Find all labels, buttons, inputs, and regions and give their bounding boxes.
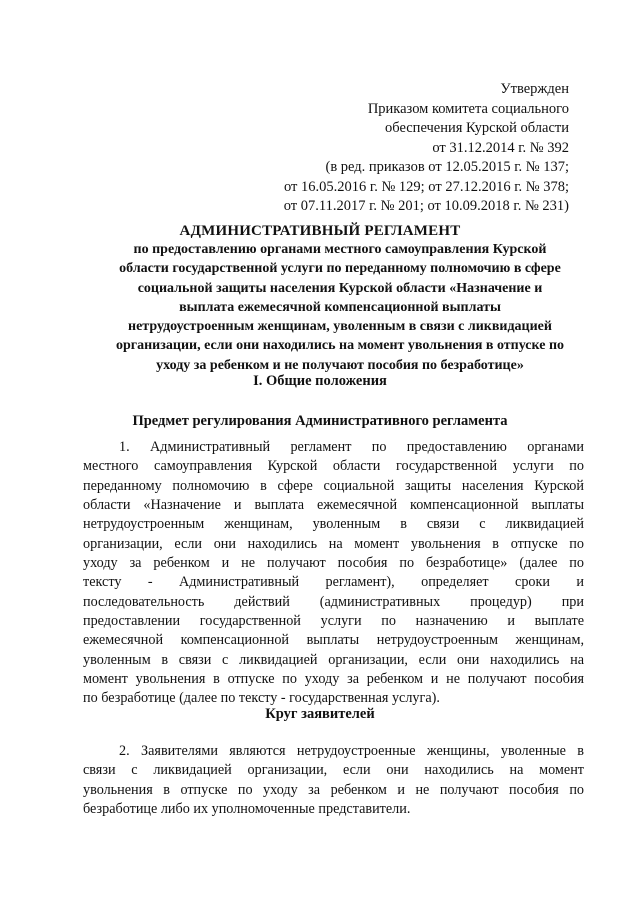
- subtitle-line: нетрудоустроенным женщинам, уволенным в связи с ликвидацией: [128, 319, 552, 335]
- applicants-heading: Круг заявителей: [265, 706, 375, 722]
- paragraph-line: связи с ликвидацией организации, если они находились на момент: [83, 762, 584, 779]
- paragraph-line: переданному полномочию в сфере социальной защиты населения Курской: [83, 477, 584, 494]
- paragraph-line: безработице либо их уполномоченные представители.: [83, 801, 411, 818]
- paragraph-line: предоставлении государственной услуги по назначению и выплате: [83, 613, 584, 630]
- subtitle-line: организации, если они находились на момент увольнения в отпуске по: [115, 338, 565, 354]
- paragraph-1: [83, 438, 584, 709]
- paragraph-line: по безработице (далее по тексту - государственная услуга).: [83, 690, 440, 707]
- paragraph-line: области «Назначение и выплата ежемесячной компенсационной выплаты: [83, 497, 584, 514]
- approval-stamp: [284, 80, 569, 217]
- paragraph-line: последовательность действий (административных процедур) при: [83, 593, 584, 610]
- paragraph-2: [83, 742, 584, 819]
- subtitle-line: области государственной услуги по переданному полномочию в сфере: [119, 261, 561, 277]
- paragraph-line: 1. Административный регламент по предоставлению органами: [119, 439, 584, 455]
- subtitle-line: социальной защиты населения Курской области «Назначение и: [137, 280, 543, 296]
- approval-line: (в ред. приказов от 12.05.2015 г. № 137;: [325, 159, 569, 175]
- approval-line: Утвержден: [500, 81, 569, 97]
- paragraph-line: местного самоуправления Курской области государственной услуги по: [83, 458, 584, 475]
- subtitle-line: уходу за ребенком и не получают пособия по безработице»: [156, 357, 524, 373]
- paragraph-line: организации, если они находились на момент увольнения в отпуске по: [83, 535, 584, 552]
- section-heading: I. Общие положения: [253, 373, 387, 389]
- paragraph-line: тексту - Административный регламент), определяет сроки и: [83, 574, 584, 591]
- subject-heading: Предмет регулирования Административного регламента: [132, 413, 508, 429]
- document-title: АДМИНИСТРАТИВНЫЙ РЕГЛАМЕНТ: [179, 223, 461, 239]
- paragraph-line: момент увольнения в отпуске по уходу за ребенком и не получают пособия: [83, 671, 584, 688]
- subtitle-line: по предоставлению органами местного самоуправления Курской: [133, 242, 547, 257]
- paragraph-line: 2. Заявителями являются нетрудоустроенные женщины, уволенные в: [119, 743, 584, 759]
- approval-line: обеспечения Курской области: [385, 120, 569, 136]
- document-subtitle: [96, 240, 584, 375]
- subtitle-line: выплата ежемесячной компенсационной выплаты: [179, 299, 501, 315]
- approval-line: от 07.11.2017 г. № 201; от 10.09.2018 г. № 231): [283, 198, 569, 214]
- paragraph-line: уходу за ребенком и не получают пособия по безработице» (далее по: [83, 555, 584, 572]
- paragraph-line: нетрудоустроенным женщинам, уволенным в связи с ликвидацией: [83, 516, 584, 533]
- approval-line: от 16.05.2016 г. № 129; от 27.12.2016 г. № 378;: [283, 178, 569, 195]
- paragraph-line: ежемесячной компенсационной выплаты нетрудоустроенным женщинам,: [83, 632, 584, 649]
- paragraph-line: уволенным в связи с ликвидацией организации, если они находились на: [83, 651, 584, 668]
- approval-line: от 31.12.2014 г. № 392: [432, 139, 569, 156]
- approval-line: Приказом комитета социального: [367, 100, 569, 117]
- paragraph-line: увольнения в отпуске по уходу за ребенком и не получают пособия по: [83, 781, 584, 798]
